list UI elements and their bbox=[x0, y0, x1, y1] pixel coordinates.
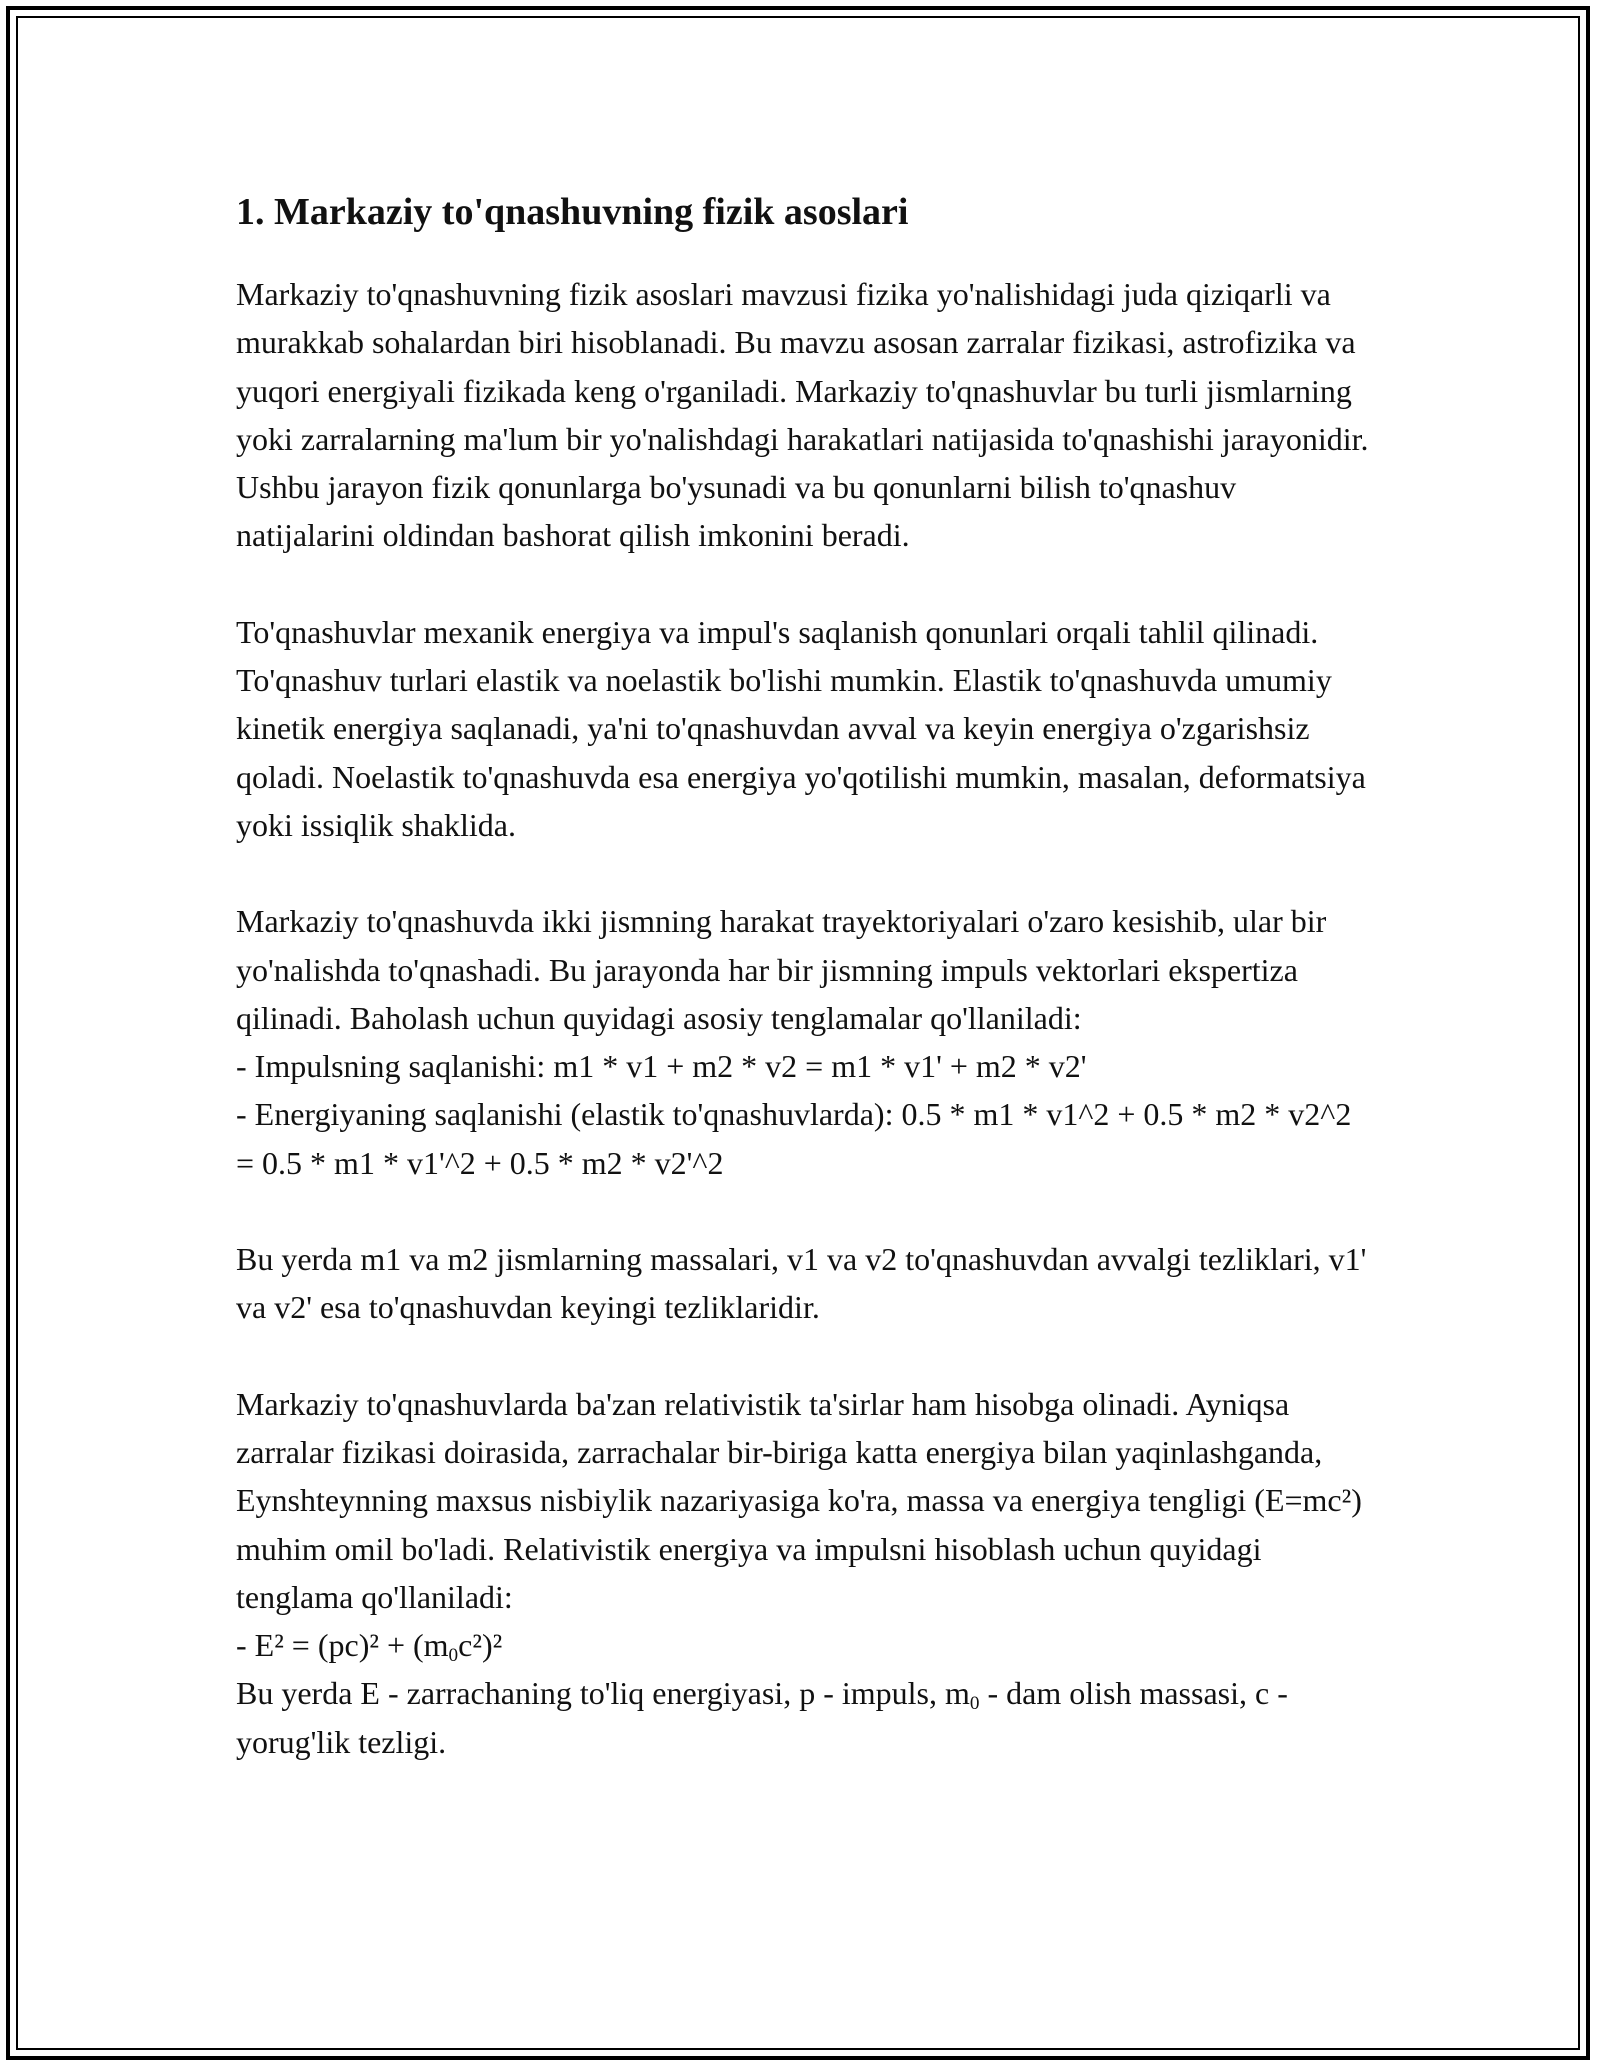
section-heading: 1. Markaziy to'qnashuvning fizik asoslari bbox=[236, 191, 909, 233]
paragraph-variables: Bu yerda m1 va m2 jismlarning massalari, v1 va v2 to'qnashuvdan avvalgi tezliklari, v1' va v2' esa to'qnashuvdan keyingi tezliklaridir. bbox=[236, 1241, 1367, 1326]
paragraph-relativistic bbox=[236, 1380, 1376, 1766]
document-body bbox=[236, 188, 1376, 1814]
equation-energy-conservation: - Energiyaning saqlanishi (elastik to'qnashuvlarda): 0.5 * m1 * v1^2 + 0.5 * m2 * v2^2 = 0.5 * m1 * v1'^2 + 0.5 * m2 * v2'^2 bbox=[236, 1096, 1352, 1181]
paragraph-intro: Markaziy to'qnashuvning fizik asoslari mavzusi fizika yo'nalishidagi juda qiziqarli va murakkab sohalardan biri hisoblanadi. Bu mavzu asosan zarralar fizikasi, astrofizika va yuqori energiyali fizikada keng o'rganiladi. Markaziy to'qnashuvlar bu turli jismlarning yoki zarralarning ma'lum bir yo'nalishdagi harakatlari natijasida to'qnashishi jarayonidir. Ushbu jarayon fizik qonunlarga bo'ysunadi va bu qonunlarni bilish to'qnashuv natijalarini oldindan bashorat qilish imkonini beradi. bbox=[236, 276, 1369, 554]
equation-momentum-conservation: - Impulsning saqlanishi: m1 * v1 + m2 * v2 = m1 * v1' + m2 * v2' bbox=[236, 1048, 1087, 1085]
paragraph-central-collision bbox=[236, 897, 1376, 1187]
paragraph-relativistic-text: Markaziy to'qnashuvlarda ba'zan relativistik ta'sirlar ham hisobga olinadi. Ayniqsa zarralar fizikasi doirasida, zarrachalar bir-biriga katta energiya bilan yaqinlashganda, Eynshteynning maxsus nisbiylik nazariyasiga ko'ra, massa va energiya tengligi (E=mc²) muhim omil bo'ladi. Relativistik energiya va impulsni hisoblash uchun quyidagi tenglama qo'llaniladi: bbox=[236, 1385, 1362, 1615]
paragraph-central-collision-text: Markaziy to'qnashuvda ikki jismning harakat trayektoriyalari o'zaro kesishib, ular bir yo'nalishda to'qnashadi. Bu jarayonda har bir jismning impuls vektorlari ekspertiza qilinadi. Baholash uchun quyidagi asosiy tenglamalar qo'llaniladi: bbox=[236, 903, 1327, 1036]
relativistic-variables-text: Bu yerda E - zarrachaning to'liq energiyasi, p - impuls, $m_0$ - dam olish massasi, c - yorug'lik tezligi. bbox=[236, 1675, 1288, 1760]
paragraph-collision-types: To'qnashuvlar mexanik energiya va impul's saqlanish qonunlari orqali tahlil qilinadi. To'qnashuv turlari elastik va noelastik bo'lishi mumkin. Elastik to'qnashuvda umumiy kinetik energiya saqlanadi, ya'ni to'qnashuvdan avval va keyin energiya o'zgarishsiz qoladi. Noelastik to'qnashuvda esa energiya yo'qotilishi mumkin, masalan, deformatsiya yoki issiqlik shaklida. bbox=[236, 613, 1366, 843]
equation-relativistic-energy: - $E^2 = (pc)^2 + (m_0c^2)^2$ bbox=[236, 1627, 503, 1666]
